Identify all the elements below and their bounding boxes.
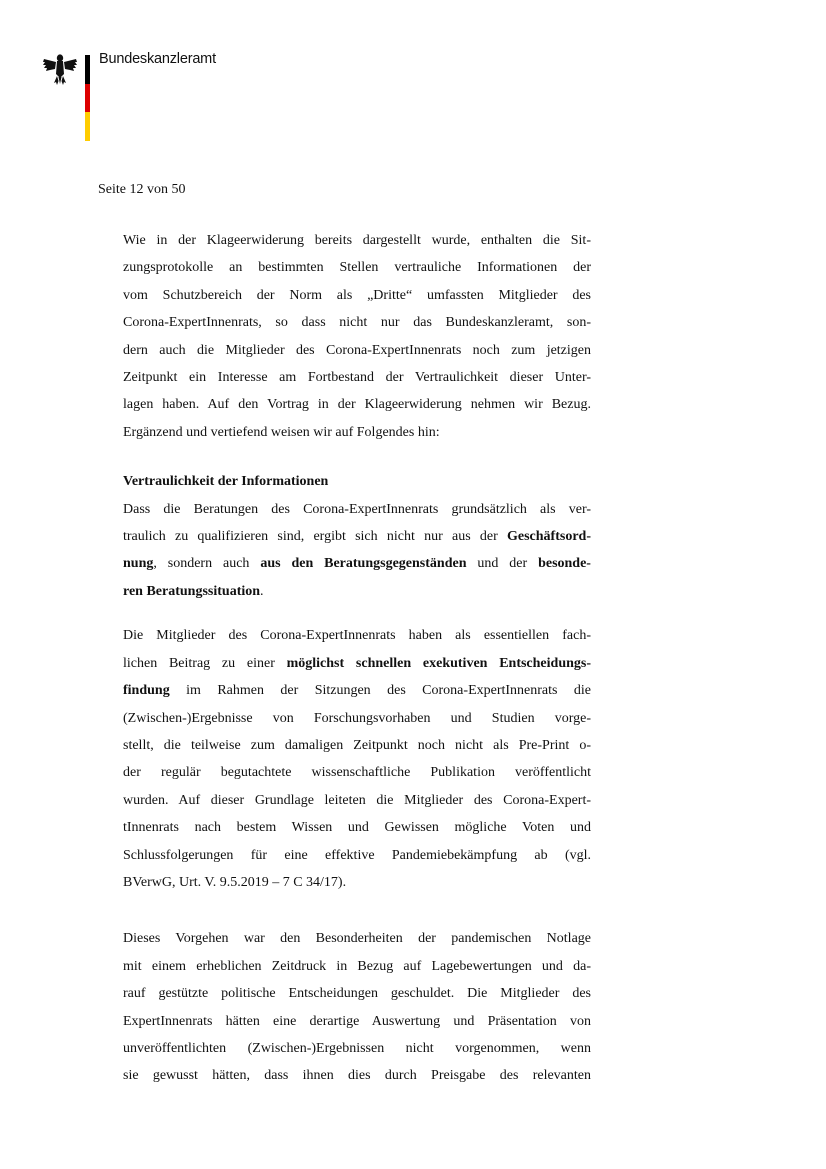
text-line: Dieses Vorgehen war den Besonderheiten der pandemischen Notlage (123, 931, 591, 947)
paragraph-2 (123, 496, 591, 606)
text-run: und der (466, 556, 539, 572)
text-run: , sondern auch (153, 556, 261, 572)
text-run: traulich zu qualifizieren sind, ergibt sich nicht nur aus der (123, 529, 507, 545)
paragraph-3 (123, 622, 591, 896)
text-line: dern auch die Mitglieder des Corona-ExpertInnenrats noch zum jetzigen (123, 342, 591, 358)
text-line: vom Schutzbereich der Norm als „Dritte“ umfassten Mitglieder des (123, 287, 591, 303)
text-line: tInnenrats nach bestem Wissen und Gewissen mögliche Voten und (123, 820, 591, 836)
text-line: unveröffentlichten (Zwischen-)Ergebnissen nicht vorgenommen, wenn (123, 1040, 591, 1056)
document-body (123, 227, 591, 1090)
organization-name: Bundeskanzleramt (99, 51, 216, 67)
bold-run: möglichst schnellen exekutiven Entscheidungs- (286, 655, 591, 671)
bold-run: nung (123, 556, 154, 572)
bold-run: findung (123, 683, 170, 699)
text-line: sie gewusst hätten, dass ihnen dies durch Preisgabe des relevanten (123, 1068, 591, 1084)
text-line: rauf gestützte politische Entscheidungen geschuldet. Die Mitglieder des (123, 986, 591, 1002)
text-line: ExpertInnenrats hätten eine derartige Auswertung und Präsentation von (123, 1013, 591, 1029)
bold-run: Geschäftsord- (507, 529, 591, 545)
text-run: im Rahmen der Sitzungen des Corona-ExpertInnenrats die (169, 683, 591, 699)
paragraph-4 (123, 925, 591, 1089)
text-line (123, 523, 591, 550)
bold-run: aus den Beratungsgegenständen (260, 556, 467, 572)
federal-eagle-icon (42, 52, 78, 86)
text-line: stellt, die teilweise zum damaligen Zeitpunkt noch nicht als Pre-Print o- (123, 737, 591, 753)
paragraph-1 (123, 227, 591, 446)
text-line: BVerwG, Urt. V. 9.5.2019 – 7 C 34/17). (123, 874, 347, 890)
text-line (123, 550, 591, 577)
text-line: (Zwischen-)Ergebnisse von Forschungsvorhaben und Studien vorge- (123, 710, 591, 726)
text-line (123, 677, 591, 704)
text-line: Ergänzend und vertiefend weisen wir auf Folgendes hin: (123, 424, 440, 440)
text-line: der regulär begutachtete wissenschaftliche Publikation veröffentlicht (123, 765, 591, 781)
flag-bar (85, 55, 90, 141)
flag-stripe-gold (85, 112, 90, 141)
text-line: wurden. Auf dieser Grundlage leiteten die Mitglieder des Corona-Expert- (123, 792, 591, 808)
flag-stripe-black (85, 55, 90, 84)
text-line: Corona-ExpertInnenrats, so dass nicht nur das Bundeskanzleramt, son- (123, 315, 591, 331)
bold-run: ren Beratungssituation (123, 583, 261, 599)
text-run: . (260, 583, 264, 599)
text-line: lagen haben. Auf den Vortrag in der Klageerwiderung nehmen wir Bezug. (123, 397, 591, 413)
text-line (123, 650, 591, 677)
text-line: Dass die Beratungen des Corona-ExpertInnenrats grundsätzlich als ver- (123, 501, 591, 517)
text-line: Schlussfolgerungen für eine effektive Pandemiebekämpfung ab (vgl. (123, 847, 591, 863)
text-line (123, 578, 591, 605)
text-line: Wie in der Klageerwiderung bereits dargestellt wurde, enthalten die Sit- (123, 233, 591, 248)
text-line: mit einem erheblichen Zeitdruck in Bezug auf Lagebewertungen und da- (123, 958, 591, 974)
page-number: Seite 12 von 50 (98, 182, 186, 197)
bold-run: besonde- (538, 556, 591, 572)
flag-stripe-red (85, 84, 90, 113)
text-run: lichen Beitrag zu einer (123, 655, 287, 671)
text-line: zungsprotokolle an bestimmten Stellen vertrauliche Informationen der (123, 260, 591, 276)
text-line: Die Mitglieder des Corona-ExpertInnenrats haben als essentiellen fach- (123, 628, 591, 644)
text-line: Zeitpunkt ein Interesse am Fortbestand der Vertraulichkeit dieser Unter- (123, 370, 591, 386)
section-heading: Vertraulichkeit der Informationen (123, 474, 329, 490)
